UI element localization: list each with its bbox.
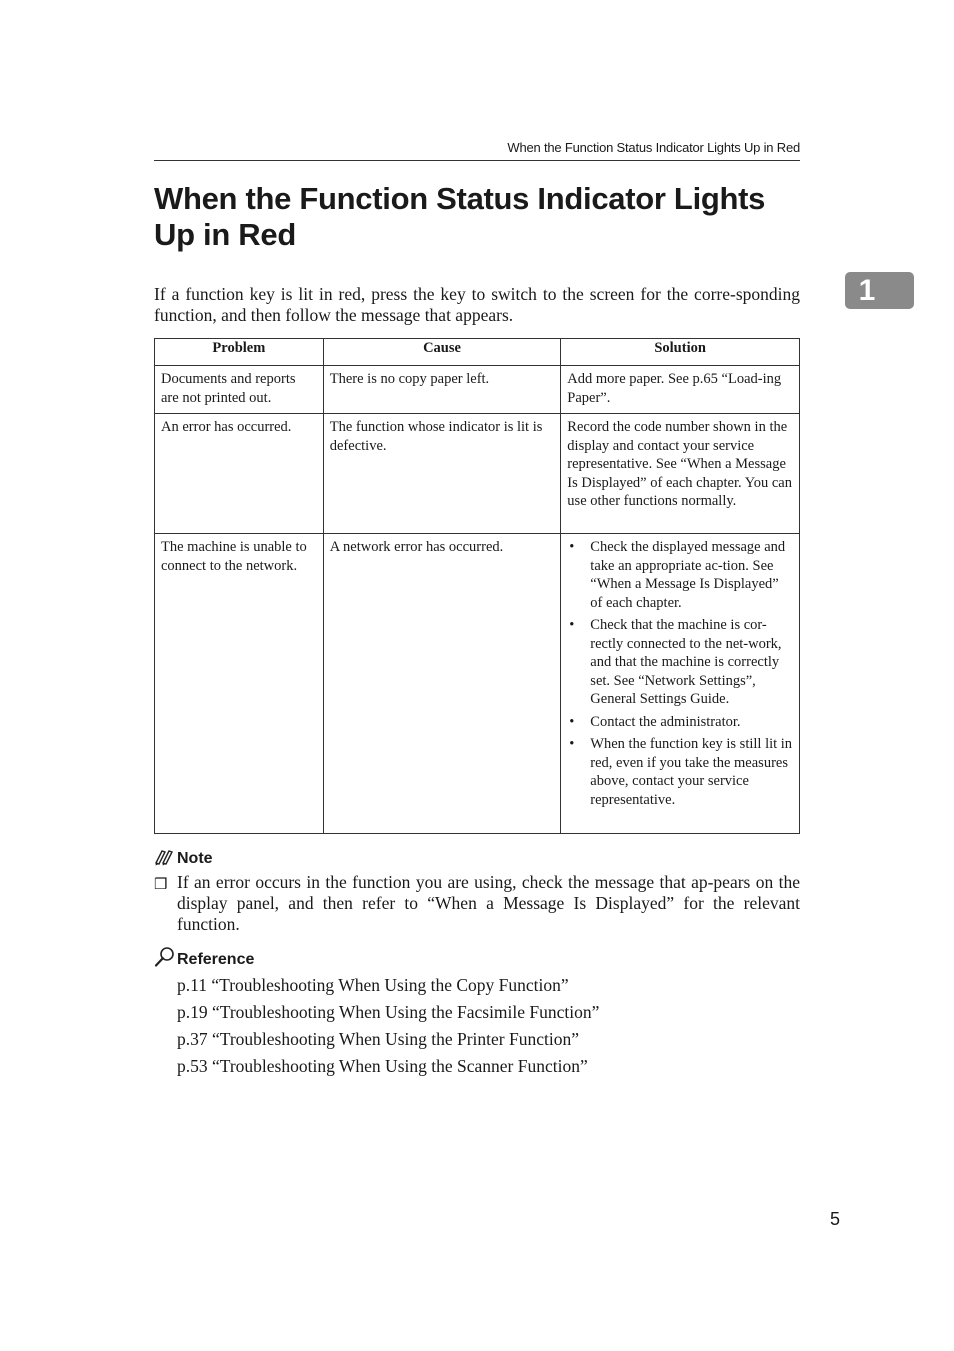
bullet-icon: • bbox=[569, 736, 575, 752]
reference-label: Reference bbox=[177, 951, 255, 968]
note-label: Note bbox=[177, 850, 213, 867]
table-header-row bbox=[155, 339, 800, 366]
solution-item-text: Contact the administrator. bbox=[590, 713, 741, 730]
reference-list bbox=[177, 972, 599, 1080]
note-text: If an error occurs in the function you are using, check the message that ap-pears on the display panel, and then refer to “When a Message Is Displayed” for the relevant function. bbox=[177, 872, 800, 934]
table-row bbox=[155, 414, 800, 534]
solution-list-item bbox=[567, 713, 793, 732]
running-header bbox=[154, 138, 800, 161]
solution-item-text: Check that the machine is cor-rectly connected to the net-work, and that the machine is correctly set. See “Network Settings”, General Settings Guide. bbox=[590, 617, 782, 707]
table-row bbox=[155, 534, 800, 834]
page-title: When the Function Status Indicator Lights Up in Red bbox=[154, 181, 766, 252]
reference-link[interactable]: p.11 “Troubleshooting When Using the Copy Function” bbox=[177, 975, 569, 995]
chapter-number: 1 bbox=[858, 274, 876, 307]
header-cause: Cause bbox=[323, 339, 561, 366]
troubleshooting-table bbox=[154, 338, 800, 834]
header-problem: Problem bbox=[155, 339, 324, 366]
bullet-icon: • bbox=[569, 713, 575, 730]
solution-item-text: When the function key is still lit in red, even if you take the measures above, contact your service representative. bbox=[590, 736, 793, 808]
solution-list-item bbox=[567, 735, 793, 809]
pencil-icon bbox=[154, 846, 176, 866]
cause-cell: A network error has occurred. bbox=[323, 534, 561, 834]
problem-cell: An error has occurred. bbox=[155, 414, 324, 534]
checkbox-icon: ❒ bbox=[154, 877, 168, 893]
problem-cell: The machine is unable to connect to the network. bbox=[155, 534, 324, 834]
solution-cell bbox=[561, 534, 800, 834]
cause-cell: There is no copy paper left. bbox=[323, 366, 561, 414]
reference-link[interactable]: p.19 “Troubleshooting When Using the Facsimile Function” bbox=[177, 1002, 600, 1022]
solution-list-item bbox=[567, 538, 793, 612]
note-item bbox=[154, 872, 800, 935]
header-solution: Solution bbox=[561, 339, 800, 366]
solution-cell: Record the code number shown in the display and contact your service representative. See “When a Message Is Displayed” of each chapter. You can use other functions normally. bbox=[561, 414, 800, 534]
bullet-icon: • bbox=[569, 617, 575, 633]
solution-list bbox=[567, 538, 793, 809]
magnifier-icon bbox=[154, 946, 176, 968]
bullet-icon: • bbox=[569, 539, 575, 555]
solution-item-text: Check the displayed message and take an appropriate ac-tion. See “When a Message Is Displayed” of each chapter. bbox=[590, 539, 786, 611]
cause-cell: The function whose indicator is lit is defective. bbox=[323, 414, 561, 534]
page-number: 5 bbox=[830, 1209, 841, 1229]
solution-list-item bbox=[567, 616, 793, 709]
table-row bbox=[155, 366, 800, 414]
problem-cell: Documents and reports are not printed out. bbox=[155, 366, 324, 414]
intro-paragraph: If a function key is lit in red, press the key to switch to the screen for the corre-sponding function, and then follow the message that appears. bbox=[154, 284, 800, 325]
reference-link[interactable]: p.53 “Troubleshooting When Using the Scanner Function” bbox=[177, 1056, 588, 1076]
chapter-tab bbox=[845, 272, 914, 309]
solution-cell: Add more paper. See p.65 “Load-ing Paper”. bbox=[561, 366, 800, 414]
running-header-title: When the Function Status Indicator Lights Up in Red bbox=[507, 140, 800, 155]
reference-link[interactable]: p.37 “Troubleshooting When Using the Printer Function” bbox=[177, 1029, 579, 1049]
